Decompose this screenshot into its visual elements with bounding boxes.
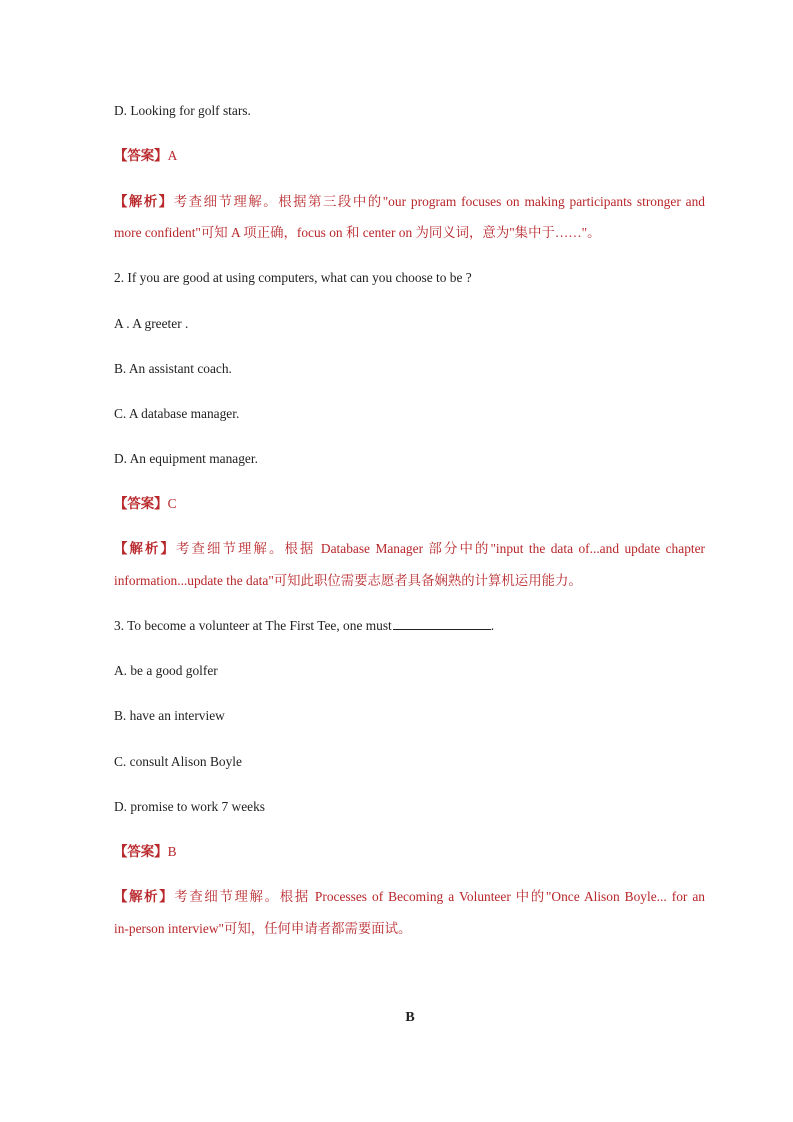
analysis-text: 考查细节理解。根据第三段中的"our program focuses on making participants stronger and — [173, 194, 705, 209]
q1-analysis-line1 — [114, 193, 705, 211]
q1-answer — [114, 147, 705, 165]
answer-blank — [393, 617, 491, 630]
q2-analysis-line2: information...update the data"可知此职位需要志愿者具备娴熟的计算机运用能力。 — [114, 573, 582, 588]
q3-option-c: C. consult Alison Boyle — [114, 754, 242, 769]
answer-tag: 【答案】 — [114, 844, 168, 859]
question-text: 3. To become a volunteer at The First Tee, one must — [114, 618, 392, 633]
q3-analysis-line1 — [114, 888, 705, 906]
question-end: . — [490, 618, 495, 633]
q2-option-c: C. A database manager. — [114, 406, 240, 421]
analysis-tag: 【解析】 — [114, 541, 176, 556]
analysis-text: 考查细节理解。根据 Database Manager 部分中的"input the data of...and update chapter — [176, 541, 706, 556]
q3-option-a: A. be a good golfer — [114, 663, 218, 678]
q3-answer — [114, 843, 705, 861]
answer-tag: 【答案】 — [114, 148, 168, 163]
q3-analysis-line2: in-person interview"可知，任何申请者都需要面试。 — [114, 921, 412, 936]
q2-answer — [114, 495, 705, 513]
q2-analysis-line1 — [114, 540, 705, 558]
section-heading: B — [405, 1010, 415, 1025]
q2-question: 2. If you are good at using computers, what can you choose to be ? — [114, 270, 472, 285]
q2-option-a: A . A greeter . — [114, 316, 189, 331]
q2-option-d: D. An equipment manager. — [114, 451, 258, 466]
q1-option-d: D. Looking for golf stars. — [114, 103, 251, 118]
answer-value: A — [167, 148, 178, 163]
q3-question — [114, 617, 705, 635]
q2-option-b: B. An assistant coach. — [114, 361, 232, 376]
q3-option-d: D. promise to work 7 weeks — [114, 799, 265, 814]
answer-tag: 【答案】 — [114, 496, 168, 511]
analysis-tag: 【解析】 — [114, 194, 174, 209]
q1-analysis-line2: more confident"可知 A 项正确，focus on 和 center on 为同义词，意为"集中于……"。 — [114, 225, 601, 240]
answer-value: B — [167, 844, 177, 859]
analysis-text: 考查细节理解。根据 Processes of Becoming a Volunteer 中的"Once Alison Boyle... for an — [174, 889, 706, 904]
analysis-tag: 【解析】 — [114, 889, 175, 904]
answer-value: C — [167, 496, 177, 511]
q3-option-b: B. have an interview — [114, 708, 225, 723]
